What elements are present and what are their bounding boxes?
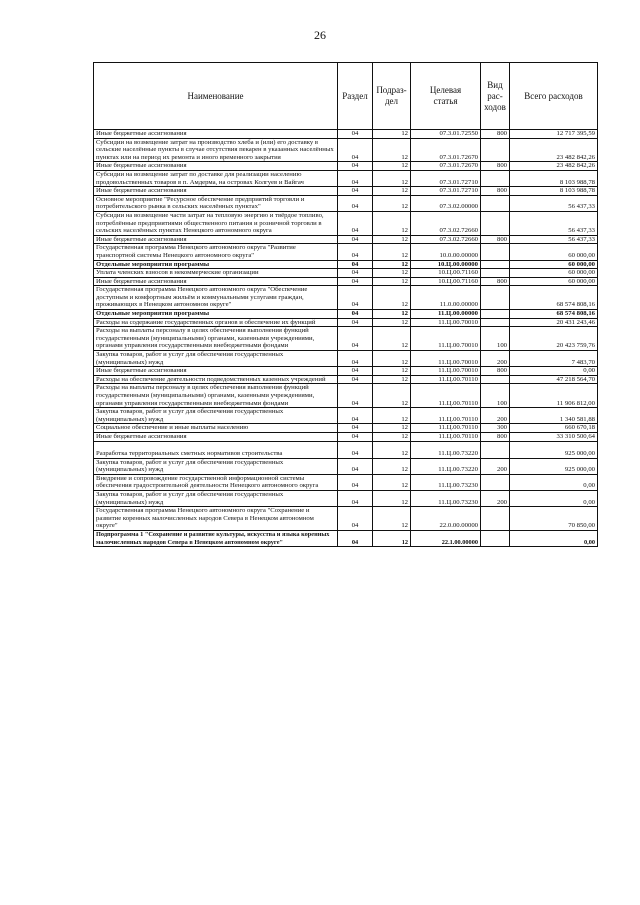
row-subsection-cell: 12 [373,130,411,139]
row-section-cell: 04 [338,441,373,458]
row-name-cell: Разработка территориальных сметных нормативов строительства [94,441,338,458]
table-row [94,432,598,441]
row-target-cell: 07.3.02.72660 [411,235,481,244]
table-row [94,375,598,384]
row-section-cell: 04 [338,424,373,433]
row-name-cell: Внедрение и сопровождение государственной информационной системы обеспечения градостроительной деятельности Ненецкого автономного округа [94,474,338,490]
row-section-cell: 04 [338,235,373,244]
table-row [94,424,598,433]
row-section-cell: 04 [338,170,373,186]
header-expense-type: Вид рас- ходов [481,63,510,130]
row-section-cell: 04 [338,474,373,490]
row-section-cell: 04 [338,286,373,310]
row-type-cell [481,318,510,327]
table-row [94,277,598,286]
row-total-cell: 20 423 759,76 [510,327,598,351]
row-section-cell: 04 [338,384,373,408]
row-section-cell: 04 [338,327,373,351]
row-type-cell [481,170,510,186]
row-section-cell: 04 [338,458,373,474]
row-total-cell: 70 850,00 [510,507,598,531]
row-type-cell [481,269,510,278]
row-total-cell: 0,00 [510,490,598,506]
header-total: Всего расходов [510,63,598,130]
row-name-cell: Субсидии на возмещение части затрат на тепловую энергию и твёрдое топливо, потреблённые предприятиями общественного питания и розничной торговли в сельских населённых пунктах Ненецкого автономного округа [94,211,338,235]
table-row [94,507,598,531]
table-row [94,235,598,244]
table-row [94,458,598,474]
row-total-cell: 12 717 395,59 [510,130,598,139]
row-subsection-cell: 12 [373,408,411,424]
row-subsection-cell: 12 [373,327,411,351]
row-target-cell: 11.Ц.00.70010 [411,367,481,376]
row-total-cell: 660 670,18 [510,424,598,433]
row-target-cell: 07.3.02.72660 [411,211,481,235]
row-total-cell: 68 574 808,16 [510,310,598,319]
row-name-cell: Иные бюджетные ассигнования [94,367,338,376]
row-name-cell: Иные бюджетные ассигнования [94,277,338,286]
table-row [94,244,598,260]
row-subsection-cell: 12 [373,260,411,269]
row-target-cell: 11.Ц.00.70010 [411,351,481,367]
row-target-cell: 07.3.01.72670 [411,162,481,171]
row-section-cell: 04 [338,187,373,196]
row-total-cell: 60 000,00 [510,244,598,260]
row-section-cell: 04 [338,310,373,319]
row-total-cell: 0,00 [510,367,598,376]
row-section-cell: 04 [338,162,373,171]
row-target-cell: 22.0.00.00000 [411,507,481,531]
row-target-cell: 11.Ц.00.70010 [411,327,481,351]
row-subsection-cell: 12 [373,244,411,260]
table-row [94,130,598,139]
row-subsection-cell: 12 [373,269,411,278]
row-subsection-cell: 12 [373,162,411,171]
table-row [94,530,598,546]
row-target-cell: 11.Ц.00.73230 [411,490,481,506]
row-target-cell: 11.Ц.00.70010 [411,318,481,327]
row-subsection-cell: 12 [373,432,411,441]
row-total-cell: 1 340 581,88 [510,408,598,424]
row-name-cell: Отдельные мероприятия программы [94,260,338,269]
table-row [94,269,598,278]
row-type-cell: 800 [481,277,510,286]
row-subsection-cell: 12 [373,474,411,490]
row-subsection-cell: 12 [373,187,411,196]
row-total-cell: 11 906 812,00 [510,384,598,408]
row-name-cell: Иные бюджетные ассигнования [94,187,338,196]
table-row [94,187,598,196]
row-name-cell: Расходы на обеспечение деятельности подведомственных казенных учреждений [94,375,338,384]
row-name-cell: Закупка товаров, работ и услуг для обеспечения государственных (муниципальных) нужд [94,490,338,506]
table-row [94,327,598,351]
row-subsection-cell: 12 [373,441,411,458]
row-name-cell: Подпрограмма 1 "Сохранение и развитие культуры, искусства и языка коренных малочисленных народов Севера в Ненецком автономном округе" [94,530,338,546]
row-target-cell: 10.Ц.00.00000 [411,260,481,269]
row-target-cell: 07.3.01.72710 [411,170,481,186]
row-target-cell: 10.Ц.00.71160 [411,269,481,278]
row-target-cell: 11.Ц.00.00000 [411,310,481,319]
row-subsection-cell: 12 [373,351,411,367]
row-target-cell: 07.3.02.00000 [411,195,481,211]
row-subsection-cell: 12 [373,277,411,286]
row-total-cell: 925 000,00 [510,441,598,458]
row-type-cell: 200 [481,408,510,424]
row-type-cell: 800 [481,432,510,441]
row-name-cell: Иные бюджетные ассигнования [94,130,338,139]
row-target-cell: 07.3.01.72710 [411,187,481,196]
row-name-cell: Расходы на содержание государственных органов и обеспечение их функций [94,318,338,327]
row-subsection-cell: 12 [373,170,411,186]
table-body [94,130,598,547]
row-subsection-cell: 12 [373,138,411,162]
row-target-cell: 22.1.00.00000 [411,530,481,546]
row-target-cell: 11.Ц.00.70110 [411,432,481,441]
row-type-cell [481,375,510,384]
row-type-cell: 200 [481,351,510,367]
row-subsection-cell: 12 [373,384,411,408]
row-section-cell: 04 [338,432,373,441]
table-row [94,286,598,310]
table-row [94,318,598,327]
table-row [94,367,598,376]
row-section-cell: 04 [338,195,373,211]
row-section-cell: 04 [338,351,373,367]
row-name-cell: Субсидии на возмещение затрат на производство хлеба и (или) его доставку в сельские населённые пункты в случае отсутствия пекарен в указанных населённых пунктах или на период их ремонта и иного временного закрытия [94,138,338,162]
row-section-cell: 04 [338,211,373,235]
row-total-cell: 60 000,00 [510,260,598,269]
table-row [94,170,598,186]
row-section-cell: 04 [338,530,373,546]
row-total-cell: 7 483,70 [510,351,598,367]
row-name-cell: Иные бюджетные ассигнования [94,235,338,244]
row-total-cell: 60 000,00 [510,269,598,278]
row-total-cell: 0,00 [510,474,598,490]
row-target-cell: 11.0.00.00000 [411,286,481,310]
table-row [94,211,598,235]
row-target-cell: 10.Ц.00.71160 [411,277,481,286]
header-target: Целевая статья [411,63,481,130]
row-name-cell: Закупка товаров, работ и услуг для обеспечения государственных (муниципальных) нужд [94,408,338,424]
budget-table [93,62,598,547]
row-target-cell: 11.Ц.00.73220 [411,441,481,458]
row-type-cell [481,260,510,269]
row-target-cell: 11.Ц.00.70110 [411,408,481,424]
row-subsection-cell: 12 [373,375,411,384]
row-total-cell: 23 482 842,26 [510,138,598,162]
row-target-cell: 11.Ц.00.70110 [411,424,481,433]
row-name-cell: Уплата членских взносов в некоммерческие организации [94,269,338,278]
row-target-cell: 07.3.01.72550 [411,130,481,139]
row-subsection-cell: 12 [373,367,411,376]
row-type-cell [481,507,510,531]
row-name-cell: Иные бюджетные ассигнования [94,162,338,171]
row-name-cell: Закупка товаров, работ и услуг для обеспечения государственных (муниципальных) нужд [94,458,338,474]
row-name-cell: Субсидии на возмещение затрат по доставке для реализации населению продовольственных товаров в п. Амдерма, на островах Колгуев и Вайгач [94,170,338,186]
row-subsection-cell: 12 [373,235,411,244]
row-subsection-cell: 12 [373,507,411,531]
row-section-cell: 04 [338,260,373,269]
row-name-cell: Социальное обеспечение и иные выплаты населению [94,424,338,433]
row-name-cell: Отдельные мероприятия программы [94,310,338,319]
row-type-cell: 200 [481,490,510,506]
row-name-cell: Государственная программа Ненецкого автономного округа "Сохранение и развитие коренных малочисленных народов Севера в Ненецком автономном округе" [94,507,338,531]
row-type-cell: 800 [481,235,510,244]
row-name-cell: Расходы на выплаты персоналу в целях обеспечения выполнения функций государственными (муниципальными) органами, казенными учреждениями, органами управления государственными внебюджетными фондами [94,327,338,351]
row-name-cell: Иные бюджетные ассигнования [94,432,338,441]
row-subsection-cell: 12 [373,490,411,506]
row-name-cell: Закупка товаров, работ и услуг для обеспечения государственных (муниципальных) нужд [94,351,338,367]
row-subsection-cell: 12 [373,211,411,235]
row-section-cell: 04 [338,244,373,260]
row-name-cell: Основное мероприятие "Ресурсное обеспечение предприятий торговли и потребительского рынка в сельских населённых пунктах" [94,195,338,211]
row-type-cell [481,244,510,260]
row-total-cell: 33 310 500,64 [510,432,598,441]
table-row [94,384,598,408]
row-type-cell [481,474,510,490]
row-subsection-cell: 12 [373,458,411,474]
row-type-cell [481,211,510,235]
row-subsection-cell: 12 [373,286,411,310]
row-name-cell: Государственная программа Ненецкого автономного округа "Обеспечение доступным и комфортным жильём и коммунальными услугами граждан, проживающих в Ненецком автономном округе" [94,286,338,310]
header-name: Наименование [94,63,338,130]
row-target-cell: 11.Ц.00.70110 [411,384,481,408]
table-row [94,138,598,162]
row-type-cell: 100 [481,384,510,408]
row-section-cell: 04 [338,367,373,376]
table-row [94,408,598,424]
row-target-cell: 10.0.00.00000 [411,244,481,260]
row-subsection-cell: 12 [373,530,411,546]
row-type-cell [481,286,510,310]
row-section-cell: 04 [338,490,373,506]
table-row [94,195,598,211]
row-subsection-cell: 12 [373,424,411,433]
row-type-cell: 200 [481,458,510,474]
header-subsection: Подраз- дел [373,63,411,130]
row-total-cell: 56 437,33 [510,211,598,235]
table-header-row [94,63,598,130]
row-total-cell: 68 574 808,16 [510,286,598,310]
row-total-cell: 23 482 842,26 [510,162,598,171]
row-section-cell: 04 [338,138,373,162]
table-row [94,351,598,367]
row-section-cell: 04 [338,408,373,424]
page-number: 26 [314,28,326,42]
row-total-cell: 0,00 [510,530,598,546]
row-type-cell [481,530,510,546]
row-section-cell: 04 [338,318,373,327]
row-total-cell: 8 103 988,78 [510,170,598,186]
table-row [94,310,598,319]
row-subsection-cell: 12 [373,318,411,327]
row-total-cell: 925 000,00 [510,458,598,474]
row-total-cell: 56 437,33 [510,195,598,211]
table-row [94,441,598,458]
row-target-cell: 07.3.01.72670 [411,138,481,162]
row-section-cell: 04 [338,130,373,139]
row-type-cell: 100 [481,327,510,351]
row-name-cell: Расходы на выплаты персоналу в целях обеспечения выполнения функций государственными (муниципальными) органами, казенными учреждениями, органами управления государственными внебюджетными фондами [94,384,338,408]
header-section: Раздел [338,63,373,130]
row-type-cell: 800 [481,162,510,171]
row-subsection-cell: 12 [373,310,411,319]
row-target-cell: 11.Ц.00.73230 [411,474,481,490]
row-section-cell: 04 [338,277,373,286]
row-type-cell [481,138,510,162]
row-target-cell: 11.Ц.00.73220 [411,458,481,474]
row-type-cell [481,310,510,319]
row-section-cell: 04 [338,375,373,384]
row-type-cell [481,441,510,458]
row-type-cell: 800 [481,187,510,196]
table-row [94,474,598,490]
table-row [94,490,598,506]
row-subsection-cell: 12 [373,195,411,211]
row-type-cell [481,195,510,211]
row-section-cell: 04 [338,507,373,531]
row-type-cell: 300 [481,424,510,433]
row-name-cell: Государственная программа Ненецкого автономного округа "Развитие транспортной системы Ненецкого автономного округа" [94,244,338,260]
row-total-cell: 56 437,33 [510,235,598,244]
row-type-cell: 800 [481,130,510,139]
row-target-cell: 11.Ц.00.70110 [411,375,481,384]
row-total-cell: 8 103 988,78 [510,187,598,196]
row-total-cell: 20 431 243,46 [510,318,598,327]
table-row [94,162,598,171]
row-total-cell: 47 218 564,70 [510,375,598,384]
row-total-cell: 60 000,00 [510,277,598,286]
row-section-cell: 04 [338,269,373,278]
row-type-cell: 800 [481,367,510,376]
table-row [94,260,598,269]
